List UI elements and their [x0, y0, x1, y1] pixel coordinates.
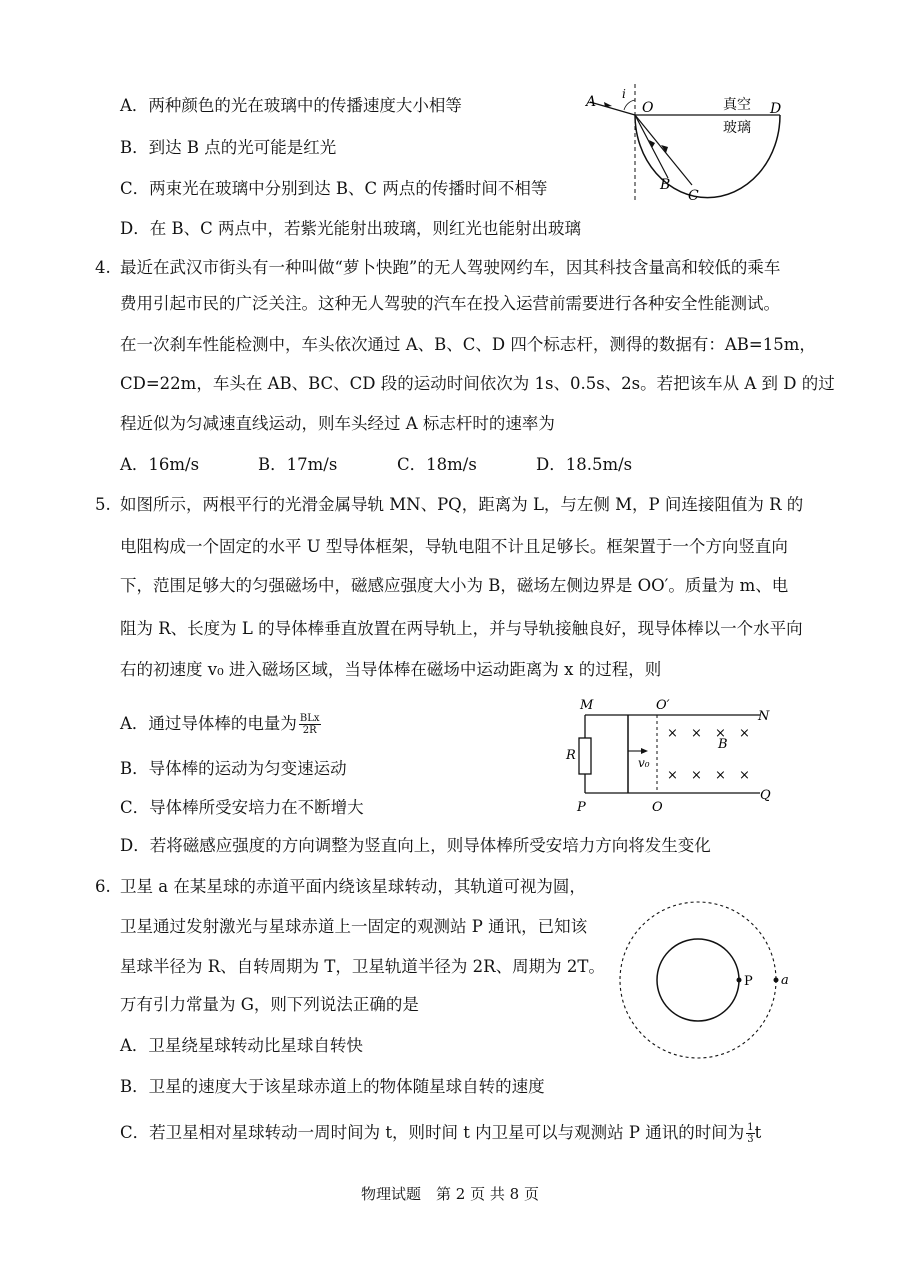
satellite-a-dot — [774, 978, 779, 983]
field-cross: × — [715, 726, 726, 741]
q6-line-3: 星球半径为 R、自转周期为 T，卫星轨道半径为 2R、周期为 2T。 — [120, 957, 605, 976]
q3-option-d: D．在 B、C 两点中，若紫光能射出玻璃，则红光也能射出玻璃 — [120, 219, 581, 238]
q6-number: 6. — [95, 877, 111, 896]
q3-option-b: B．到达 B 点的光可能是红光 — [120, 138, 337, 157]
field-cross: × — [739, 726, 750, 741]
q5-label-o-prime: O′ — [656, 698, 670, 713]
field-cross: × — [691, 768, 702, 783]
q4-line-4: CD=22m，车头在 AB、BC、CD 段的运动时间依次为 1s、0.5s、2s。若把该车从 A 到 D 的过 — [120, 374, 835, 393]
q5-label-o: O — [652, 800, 663, 815]
q5-line-5: 右的初速度 v₀ 进入磁场区域，当导体棒在磁场中运动距离为 x 的过程，则 — [120, 660, 662, 679]
q5-fraction-numerator: BLx — [299, 713, 320, 724]
q3-label-vacuum: 真空 — [723, 97, 751, 113]
q4-line-5: 程近似为匀减速直线运动，则车头经过 A 标志杆时的速率为 — [120, 414, 555, 433]
field-cross: × — [715, 768, 726, 783]
planet — [657, 939, 739, 1021]
q5-label-m: M — [580, 698, 594, 713]
q5-label-v0: v₀ — [638, 756, 650, 770]
q3-label-d: D — [770, 101, 782, 117]
q4-option-c: C．18m/s — [397, 455, 477, 474]
q6-orbit-figure — [610, 890, 790, 1070]
q5-line-3: 下，范围足够大的匀强磁场中，磁感应强度大小为 B，磁场左侧边界是 OO′。质量为 m、电 — [120, 576, 789, 595]
q5-rail-figure — [560, 695, 800, 817]
q3-option-c: C．两束光在玻璃中分别到达 B、C 两点的传播时间不相等 — [120, 179, 548, 198]
q6-fraction-numerator: 1 — [747, 1122, 754, 1133]
q6-line-1: 卫星 a 在某星球的赤道平面内绕该星球转动，其轨道可视为圆， — [120, 877, 586, 896]
q3-label-c: C — [688, 188, 699, 204]
q5-label-p: P — [577, 800, 586, 815]
q4-line-1: 最近在武汉市街头有一种叫做“萝卜快跑”的无人驾驶网约车，因其科技含量高和较低的乘车 — [120, 258, 781, 277]
field-cross: × — [667, 768, 678, 783]
q5-resistor — [579, 738, 591, 774]
q3-label-b: B — [660, 177, 671, 193]
q4-option-d: D．18.5m/s — [536, 455, 633, 474]
q4-number: 4. — [95, 258, 111, 277]
q3-label-a: A — [586, 94, 597, 110]
q4-option-b: B．17m/s — [258, 455, 338, 474]
q5-label-n: N — [758, 709, 770, 724]
q5-label-r: R — [566, 748, 576, 763]
q5-line-2: 电阻构成一个固定的水平 U 型导体框架，导轨电阻不计且足够长。框架置于一个方向竖直向 — [120, 537, 788, 556]
q4-line-2: 费用引起市民的广泛关注。这种无人驾驶的汽车在投入运营前需要进行各种安全性能测试。 — [120, 294, 780, 313]
q3-label-i: i — [622, 87, 626, 101]
q4-option-a: A．16m/s — [120, 455, 200, 474]
q6-label-a: a — [781, 973, 789, 988]
q3-option-a: A．两种颜色的光在玻璃中的传播速度大小相等 — [120, 96, 462, 115]
q4-line-3: 在一次刹车性能检测中，车头依次通过 A、B、C、D 四个标志杆，测得的数据有：AB=15m， — [120, 335, 816, 354]
q5-option-a-text: A．通过导体棒的电量为 — [120, 714, 297, 733]
field-cross: × — [691, 726, 702, 741]
q5-line-4: 阻为 R、长度为 L 的导体棒垂直放置在两导轨上，并与导轨接触良好，现导体棒以一个水平向 — [120, 619, 803, 638]
field-cross: × — [667, 726, 678, 741]
station-p-dot — [737, 978, 742, 983]
q6-option-b: B．卫星的速度大于该星球赤道上的物体随星球自转的速度 — [120, 1077, 545, 1096]
q5-option-c: C．导体棒所受安培力在不断增大 — [120, 798, 364, 817]
q3-label-glass: 玻璃 — [723, 120, 751, 136]
q5-number: 5. — [95, 495, 111, 514]
q5-label-q: Q — [760, 788, 771, 803]
field-cross: × — [739, 768, 750, 783]
q3-glass-figure — [580, 82, 800, 212]
q6-option-c-suffix: t — [754, 1123, 762, 1142]
q6-option-c-text: C．若卫星相对星球转动一周时间为 t，则时间 t 内卫星可以与观测站 P 通讯的时间为 — [120, 1123, 745, 1142]
page-footer: 物理试题 第 2 页 共 8 页 — [361, 1185, 539, 1203]
q6-line-2: 卫星通过发射激光与星球赤道上一固定的观测站 P 通讯，已知该 — [120, 917, 588, 936]
q5-option-b: B．导体棒的运动为匀变速运动 — [120, 759, 347, 778]
q5-option-a-fraction — [299, 713, 321, 736]
q3-label-o: O — [642, 100, 654, 116]
q6-fraction-denominator: 3 — [747, 1134, 754, 1145]
q5-option-a — [120, 713, 321, 736]
q6-label-p: P — [744, 974, 753, 989]
q5-magnetic-field-crosses — [667, 726, 750, 783]
q6-option-c — [120, 1122, 761, 1145]
q5-label-b: B — [718, 737, 728, 752]
q6-option-a: A．卫星绕星球转动比星球自转快 — [120, 1036, 363, 1055]
q6-option-c-fraction — [746, 1122, 754, 1145]
q5-line-1: 如图所示，两根平行的光滑金属导轨 MN、PQ，距离为 L，与左侧 M，P 间连接阻值为 R 的 — [120, 495, 804, 514]
q5-fraction-denominator: 2R — [302, 725, 317, 736]
q6-line-4: 万有引力常量为 G，则下列说法正确的是 — [120, 995, 419, 1014]
q5-option-d: D．若将磁感应强度的方向调整为竖直向上，则导体棒所受安培力方向将发生变化 — [120, 836, 711, 855]
